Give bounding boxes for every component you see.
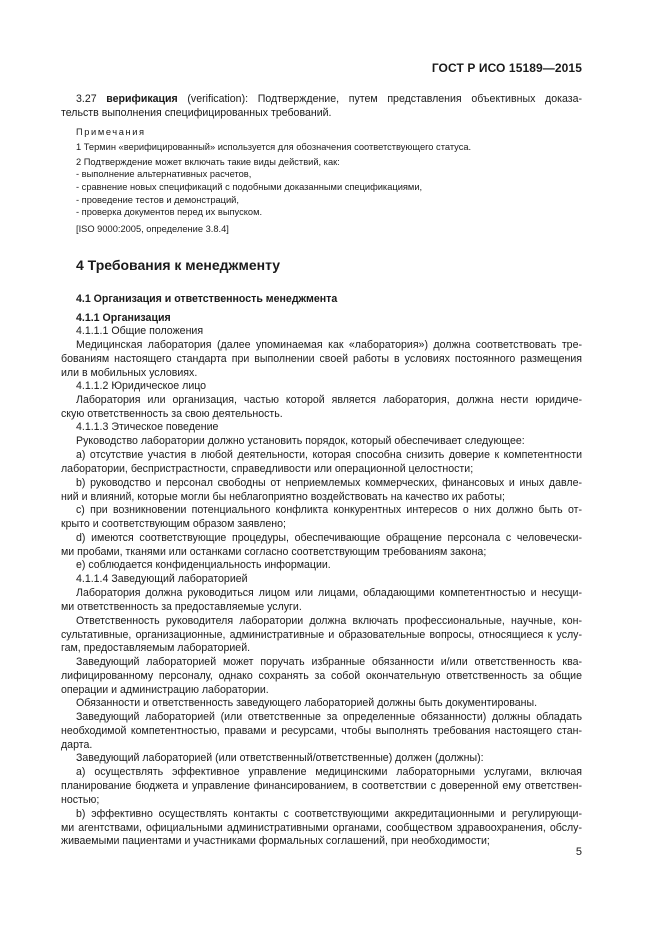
text-line: ностью; — [61, 794, 100, 806]
text-line: Лаборатория или организация, частью которой является лаборатория, должна нести юридиче- — [76, 394, 582, 406]
subsubsection-heading: 4.1.1 Организация — [76, 312, 171, 324]
text-line: ми ответственность за предоставляемые услуги. — [61, 601, 302, 613]
text-line: крыто и соответствующим образом заявлено; — [61, 518, 286, 530]
clause-heading: 4.1.1.4 Заведующий лабораторией — [76, 573, 248, 585]
list-item: c) при возникновении потенциального конфликта конкурентных интересов о них должно быть от- — [76, 504, 582, 516]
text-line: Заведующий лабораторией (или ответственный/ответственные) должен (должны): — [76, 752, 484, 764]
term-line — [76, 93, 582, 105]
note-item: - сравнение новых спецификаций с подобными доказанными спецификациями, — [76, 182, 423, 192]
note-item: - проверка документов перед их выпуском. — [76, 207, 263, 217]
text-line: Лаборатория должна руководиться лицом или лицами, обладающими компетентностью и несущи- — [76, 587, 582, 599]
list-item: e) соблюдается конфиденциальность информации. — [76, 559, 331, 571]
clause-heading: 4.1.1.3 Этическое поведение — [76, 421, 219, 433]
term-number: 3.27 — [76, 93, 97, 105]
text-line: Ответственность руководителя лаборатории должна включать профессиональные, научные, кон- — [76, 615, 582, 627]
note-2: 2 Подтверждение может включать такие виды действий, как: — [76, 157, 340, 167]
term-definition-cont: тельств выполнения специфицированных требований. — [61, 107, 332, 119]
list-item: b) эффективно осуществлять контакты с соответствующими аккредитационными и регулирующи- — [76, 808, 582, 820]
standard-header: ГОСТ Р ИСО 15189—2015 — [431, 61, 582, 75]
text-line: бованиям настоящего стандарта при выполнении своей работы в условиях постоянного размещения — [61, 353, 582, 365]
text-line: гам, предоставляемым лабораторией. — [61, 642, 251, 654]
text-line: ми агентствами, официальными административными органами, сообществом здравоохранения, обслу- — [61, 822, 582, 834]
list-item: b) руководство и персонал свободны от неприемлемых коммерческих, финансовых и иных давле- — [76, 477, 582, 489]
note-1: 1 Термин «верифицированный» используется для обозначения соответствующего статуса. — [76, 142, 472, 152]
text-line: операции и администрацию лаборатории. — [61, 684, 269, 696]
notes-title: Примечания — [76, 127, 146, 137]
list-item: d) имеются соответствующие процедуры, обеспечивающие обращение персонала с человечески- — [76, 532, 582, 544]
text-line: лифицированному персоналу, однако сохранять за собой окончательную ответственность за общие — [61, 670, 582, 682]
clause-heading: 4.1.1.1 Общие положения — [76, 325, 204, 337]
text-line: Медицинская лаборатория (далее упоминаемая как «лаборатория») должна соответствовать тре- — [76, 339, 582, 351]
text-line: ний и влияний, которые могли бы неблагоприятно воздействовать на качество их работы; — [61, 491, 505, 503]
term-name: верификация — [106, 93, 178, 105]
text-line: Руководство лаборатории должно установить порядок, который обеспечивает следующее: — [76, 435, 525, 447]
page-number: 5 — [575, 846, 582, 858]
text-line: ми пробами, тканями или останками согласно соответствующим требованиям закона; — [61, 546, 487, 558]
text-line: планирование бюджета и управление финансированием, в соответствии с доверенной ему ответствен- — [61, 780, 582, 792]
text-line: живаемыми пациентами и участниками формальных соглашений, при необходимости; — [61, 835, 490, 847]
text-line: сультативные, организационные, административные и образовательные вопросы, относящиеся к услу- — [61, 629, 582, 641]
list-item: а) отсутствие участия в любой деятельности, которая способна снизить доверие к компетентности — [76, 449, 582, 461]
text-line: дарта. — [61, 739, 93, 751]
text-line: Заведующий лабораторией может поручать избранные обязанности и/или ответственность ква- — [76, 656, 582, 668]
text-line: необходимой компетентностью, правами и ресурсами, чтобы выполнять требования настоящего стан- — [61, 725, 582, 737]
text-line: или в мобильных условиях. — [61, 367, 198, 379]
term-definition: (verification): Подтверждение, путем представления объективных доказа- — [187, 93, 583, 105]
note-item: - выполнение альтернативных расчетов, — [76, 169, 252, 179]
list-item: а) осуществлять эффективное управление медицинскими лабораторными услугами, включая — [76, 766, 582, 778]
subsection-heading: 4.1 Организация и ответственность менеджмента — [76, 293, 338, 305]
note-source: [ISO 9000:2005, определение 3.8.4] — [76, 224, 229, 234]
text-line: скую ответственность за свою деятельность. — [61, 408, 283, 420]
note-item: - проведение тестов и демонстраций, — [76, 195, 239, 205]
section-heading: 4 Требования к менеджменту — [76, 257, 281, 273]
text-line: Обязанности и ответственность заведующего лабораторией должны быть документированы. — [76, 697, 538, 709]
text-line: лаборатории, беспристрастности, справедливости или операционной целостности; — [61, 463, 474, 475]
text-line: Заведующий лабораторией (или ответственные за определенные обязанности) должны обладать — [76, 711, 582, 723]
clause-heading: 4.1.1.2 Юридическое лицо — [76, 380, 207, 392]
